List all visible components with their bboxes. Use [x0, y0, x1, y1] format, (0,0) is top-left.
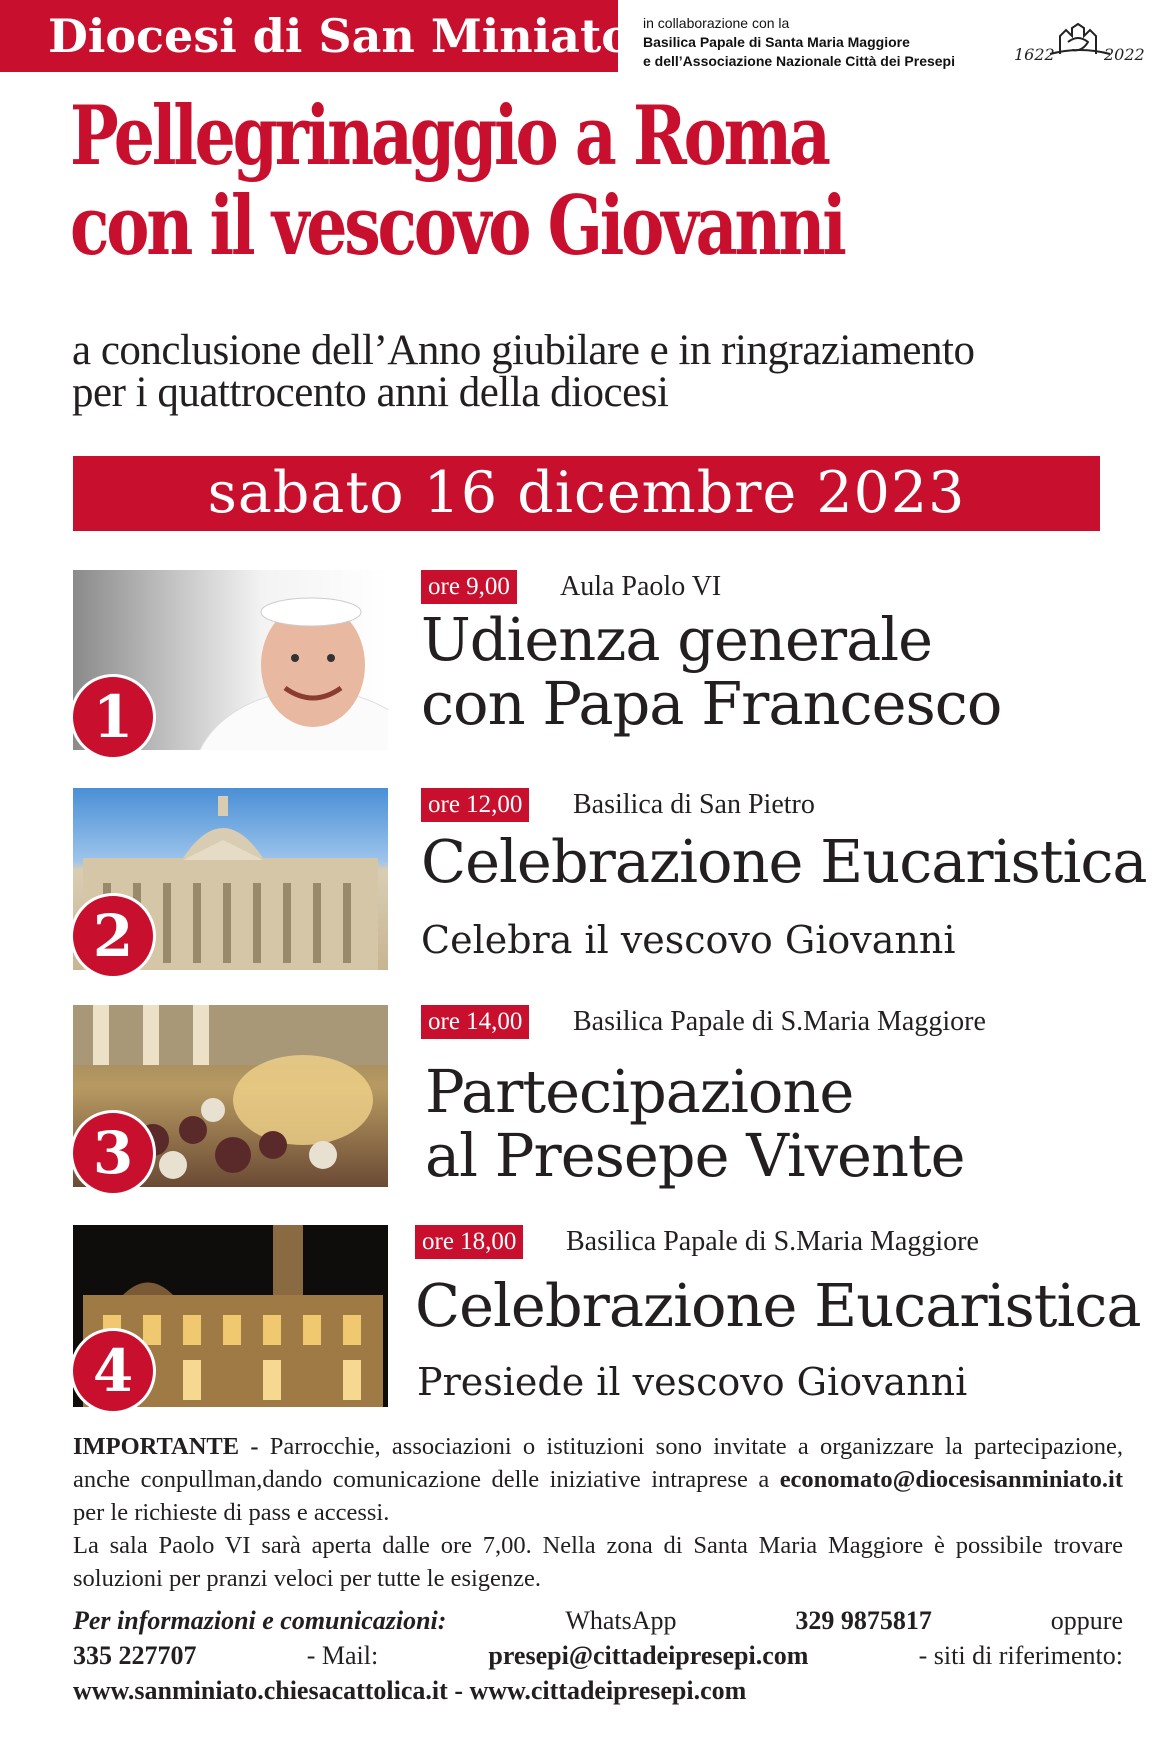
- event-subtitle: Celebra il vescovo Giovanni: [421, 918, 956, 962]
- event-number-badge: 4: [70, 1328, 156, 1414]
- whatsapp-label: WhatsApp: [565, 1606, 677, 1635]
- collab-line: e dell’Associazione Nazionale Città dei Presepi: [643, 53, 955, 69]
- event-title-line: al Presepe Vivente: [425, 1121, 965, 1190]
- phone-number[interactable]: 335 227707: [73, 1641, 197, 1670]
- event-time: ore 18,00: [415, 1225, 523, 1259]
- event-title-line: Celebrazione Eucaristica: [421, 827, 1147, 896]
- event-time: ore 9,00: [421, 570, 517, 604]
- event-title: [415, 1271, 1141, 1340]
- event-place: Basilica di San Pietro: [573, 789, 815, 820]
- diocese-banner: Diocesi di San Miniato: [0, 0, 618, 72]
- or-text: oppure: [1050, 1606, 1123, 1635]
- event-title: [421, 827, 1147, 896]
- event-title-line: con Papa Francesco: [421, 669, 1002, 738]
- event-title-line: Partecipazione: [425, 1057, 854, 1126]
- title-line: Pellegrinaggio a Roma: [70, 89, 828, 184]
- economato-email-link[interactable]: economato@diocesisanminiato.it: [779, 1466, 1123, 1493]
- separator: -: [454, 1676, 463, 1705]
- event-time: ore 12,00: [421, 788, 529, 822]
- page-title: [70, 89, 934, 274]
- event-time: ore 14,00: [421, 1005, 529, 1039]
- anniversary-logo: [1010, 14, 1145, 72]
- event-title: [425, 1057, 965, 1190]
- logo-year-end: 2022: [1104, 45, 1145, 64]
- mail-label: - Mail:: [306, 1641, 379, 1670]
- important-text: per le richieste di pass e accessi.: [73, 1499, 390, 1526]
- event-number-badge: 3: [70, 1110, 156, 1196]
- collaboration-note: [643, 14, 955, 71]
- event-place: Basilica Papale di S.Maria Maggiore: [566, 1226, 979, 1257]
- event-title-line: Udienza generale: [421, 605, 933, 674]
- collab-line: in collaborazione con la: [643, 15, 790, 31]
- website-link[interactable]: www.cittadeipresepi.com: [469, 1676, 747, 1705]
- contact-info: [73, 1603, 1123, 1708]
- event-place: Aula Paolo VI: [560, 571, 722, 602]
- website-link[interactable]: www.sanminiato.chiesacattolica.it: [73, 1676, 448, 1705]
- event-number-badge: 2: [70, 893, 156, 979]
- important-text: Parrocchie, associazioni o istituzioni sono invitate a organizzare la partecipazione, anche conpullman,dando comunicazione delle iniziative intraprese a: [73, 1433, 1124, 1493]
- event-number-badge: 1: [70, 674, 156, 760]
- important-text: La sala Paolo VI sarà aperta dalle ore 7,00. Nella zona di Santa Maria Maggiore è possibile trovare soluzioni per pranzi veloci per tutte le esigenze.: [73, 1532, 1123, 1592]
- subtitle-line: per i quattrocento anni della diocesi: [72, 369, 669, 416]
- event-title: [421, 605, 1002, 738]
- important-notice: [73, 1430, 1123, 1595]
- sites-label: - siti di riferimento:: [918, 1641, 1123, 1670]
- event-place: Basilica Papale di S.Maria Maggiore: [573, 1006, 986, 1037]
- event-subtitle: Presiede il vescovo Giovanni: [417, 1360, 968, 1404]
- info-label: Per informazioni e comunicazioni:: [73, 1606, 447, 1635]
- important-label: IMPORTANTE -: [73, 1433, 259, 1460]
- event-title-line: Celebrazione Eucaristica: [415, 1271, 1141, 1340]
- subtitle-line: a conclusione dell’Anno giubilare e in ringraziamento: [72, 327, 975, 374]
- event-date-banner: sabato 16 dicembre 2023: [73, 456, 1100, 531]
- logo-year-start: 1622: [1014, 45, 1055, 64]
- collab-line: Basilica Papale di Santa Maria Maggiore: [643, 34, 910, 50]
- subtitle: [72, 327, 975, 416]
- presepi-email-link[interactable]: presepi@cittadeipresepi.com: [488, 1641, 809, 1670]
- phone-number[interactable]: 329 9875817: [795, 1606, 932, 1635]
- title-line: con il vescovo Giovanni: [70, 179, 844, 274]
